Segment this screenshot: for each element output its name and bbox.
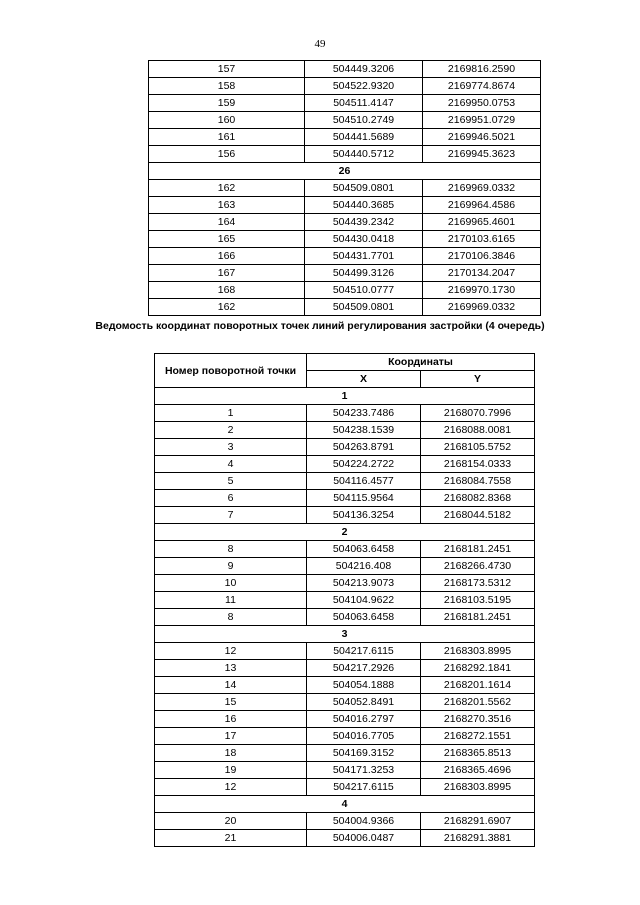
- point-number-cell: 164: [149, 214, 305, 231]
- point-number-cell: 162: [149, 180, 305, 197]
- y-coordinate-cell: 2170103.6165: [423, 231, 541, 248]
- table-body: [149, 61, 541, 316]
- point-number-cell: 6: [155, 490, 307, 507]
- x-coordinate-cell: 504224.2722: [307, 456, 421, 473]
- point-number-cell: 162: [149, 299, 305, 316]
- y-coordinate-cell: 2168291.3881: [421, 830, 535, 847]
- x-coordinate-cell: 504440.5712: [305, 146, 423, 163]
- x-coordinate-cell: 504510.2749: [305, 112, 423, 129]
- point-number-cell: 167: [149, 265, 305, 282]
- x-coordinate-cell: 504216.408: [307, 558, 421, 575]
- table-row: [155, 473, 535, 490]
- point-number-cell: 163: [149, 197, 305, 214]
- section-title: Ведомость координат поворотных точек линий регулирования застройки (4 очередь): [95, 320, 545, 332]
- y-coordinate-cell: 2169969.0332: [423, 180, 541, 197]
- table-row: [149, 180, 541, 197]
- y-coordinate-cell: 2170134.2047: [423, 265, 541, 282]
- table-row: [155, 422, 535, 439]
- table-row: [155, 745, 535, 762]
- table-row: [149, 61, 541, 78]
- y-coordinate-cell: 2168105.5752: [421, 439, 535, 456]
- table-row: [155, 490, 535, 507]
- point-number-cell: 8: [155, 609, 307, 626]
- x-coordinate-cell: 504509.0801: [305, 180, 423, 197]
- page-number: 49: [314, 38, 326, 50]
- y-coordinate-cell: 2168266.4730: [421, 558, 535, 575]
- y-coordinate-cell: 2168103.5195: [421, 592, 535, 609]
- x-coordinate-cell: 504063.6458: [307, 609, 421, 626]
- point-number-cell: 19: [155, 762, 307, 779]
- point-number-cell: 156: [149, 146, 305, 163]
- y-coordinate-cell: 2169774.8674: [423, 78, 541, 95]
- y-coordinate-cell: 2168181.2451: [421, 609, 535, 626]
- x-coordinate-cell: 504511.4147: [305, 95, 423, 112]
- group-label: 4: [155, 796, 535, 813]
- table-row: [149, 197, 541, 214]
- table-row: [155, 762, 535, 779]
- group-row: [149, 163, 541, 180]
- point-number-cell: 11: [155, 592, 307, 609]
- point-number-cell: 21: [155, 830, 307, 847]
- table-row: [155, 456, 535, 473]
- y-coordinate-cell: 2168082.8368: [421, 490, 535, 507]
- coordinates-table-continued: [148, 60, 541, 316]
- point-number-cell: 20: [155, 813, 307, 830]
- group-label: 3: [155, 626, 535, 643]
- x-coordinate-cell: 504431.7701: [305, 248, 423, 265]
- point-number-cell: 168: [149, 282, 305, 299]
- group-row: [155, 388, 535, 405]
- y-coordinate-cell: 2168044.5182: [421, 507, 535, 524]
- x-coordinate-cell: 504217.6115: [307, 779, 421, 796]
- header-y: Y: [421, 371, 535, 388]
- y-coordinate-cell: 2168154.0333: [421, 456, 535, 473]
- point-number-cell: 17: [155, 728, 307, 745]
- x-coordinate-cell: 504016.2797: [307, 711, 421, 728]
- x-coordinate-cell: 504430.0418: [305, 231, 423, 248]
- group-row: [155, 796, 535, 813]
- point-number-cell: 2: [155, 422, 307, 439]
- group-row: [155, 626, 535, 643]
- table-row: [155, 728, 535, 745]
- y-coordinate-cell: 2170106.3846: [423, 248, 541, 265]
- point-number-cell: 5: [155, 473, 307, 490]
- point-number-cell: 16: [155, 711, 307, 728]
- x-coordinate-cell: 504004.9366: [307, 813, 421, 830]
- table-row: [149, 265, 541, 282]
- table-row: [155, 507, 535, 524]
- table-row: [155, 405, 535, 422]
- y-coordinate-cell: 2169945.3623: [423, 146, 541, 163]
- point-number-cell: 157: [149, 61, 305, 78]
- y-coordinate-cell: 2169946.5021: [423, 129, 541, 146]
- table-row: [155, 830, 535, 847]
- x-coordinate-cell: 504510.0777: [305, 282, 423, 299]
- x-coordinate-cell: 504169.3152: [307, 745, 421, 762]
- x-coordinate-cell: 504499.3126: [305, 265, 423, 282]
- x-coordinate-cell: 504136.3254: [307, 507, 421, 524]
- y-coordinate-cell: 2168201.1614: [421, 677, 535, 694]
- x-coordinate-cell: 504263.8791: [307, 439, 421, 456]
- table-row: [155, 541, 535, 558]
- point-number-cell: 4: [155, 456, 307, 473]
- table-row: [155, 558, 535, 575]
- group-row: [155, 524, 535, 541]
- table-row: [149, 146, 541, 163]
- y-coordinate-cell: 2168088.0081: [421, 422, 535, 439]
- table-body: [155, 388, 535, 847]
- x-coordinate-cell: 504238.1539: [307, 422, 421, 439]
- y-coordinate-cell: 2169969.0332: [423, 299, 541, 316]
- x-coordinate-cell: 504449.3206: [305, 61, 423, 78]
- x-coordinate-cell: 504439.2342: [305, 214, 423, 231]
- y-coordinate-cell: 2168084.7558: [421, 473, 535, 490]
- header-row: [155, 354, 535, 371]
- table-row: [149, 112, 541, 129]
- table-row: [149, 214, 541, 231]
- point-number-cell: 7: [155, 507, 307, 524]
- y-coordinate-cell: 2168181.2451: [421, 541, 535, 558]
- point-number-cell: 161: [149, 129, 305, 146]
- y-coordinate-cell: 2168201.5562: [421, 694, 535, 711]
- table-row: [155, 660, 535, 677]
- x-coordinate-cell: 504054.1888: [307, 677, 421, 694]
- y-coordinate-cell: 2168365.4696: [421, 762, 535, 779]
- point-number-cell: 12: [155, 779, 307, 796]
- table-row: [155, 575, 535, 592]
- y-coordinate-cell: 2169816.2590: [423, 61, 541, 78]
- x-coordinate-cell: 504213.9073: [307, 575, 421, 592]
- x-coordinate-cell: 504509.0801: [305, 299, 423, 316]
- table-row: [155, 439, 535, 456]
- table-row: [155, 643, 535, 660]
- table-row: [149, 129, 541, 146]
- table-row: [155, 694, 535, 711]
- x-coordinate-cell: 504116.4577: [307, 473, 421, 490]
- x-coordinate-cell: 504440.3685: [305, 197, 423, 214]
- table-row: [149, 95, 541, 112]
- point-number-cell: 159: [149, 95, 305, 112]
- table-row: [155, 609, 535, 626]
- point-number-cell: 13: [155, 660, 307, 677]
- group-label: 26: [149, 163, 541, 180]
- point-number-cell: 166: [149, 248, 305, 265]
- point-number-cell: 14: [155, 677, 307, 694]
- point-number-cell: 158: [149, 78, 305, 95]
- y-coordinate-cell: 2168070.7996: [421, 405, 535, 422]
- x-coordinate-cell: 504063.6458: [307, 541, 421, 558]
- y-coordinate-cell: 2168291.6907: [421, 813, 535, 830]
- header-point-number: Номер поворотной точки: [155, 354, 307, 388]
- y-coordinate-cell: 2168303.8995: [421, 779, 535, 796]
- point-number-cell: 1: [155, 405, 307, 422]
- point-number-cell: 10: [155, 575, 307, 592]
- x-coordinate-cell: 504104.9622: [307, 592, 421, 609]
- table-row: [155, 592, 535, 609]
- x-coordinate-cell: 504233.7486: [307, 405, 421, 422]
- y-coordinate-cell: 2169964.4586: [423, 197, 541, 214]
- x-coordinate-cell: 504115.9564: [307, 490, 421, 507]
- group-label: 2: [155, 524, 535, 541]
- coordinates-table-stage-4: [154, 353, 535, 847]
- x-coordinate-cell: 504217.2926: [307, 660, 421, 677]
- y-coordinate-cell: 2168303.8995: [421, 643, 535, 660]
- table-row: [149, 299, 541, 316]
- x-coordinate-cell: 504016.7705: [307, 728, 421, 745]
- point-number-cell: 160: [149, 112, 305, 129]
- group-label: 1: [155, 388, 535, 405]
- x-coordinate-cell: 504006.0487: [307, 830, 421, 847]
- x-coordinate-cell: 504217.6115: [307, 643, 421, 660]
- table-row: [149, 282, 541, 299]
- y-coordinate-cell: 2168272.1551: [421, 728, 535, 745]
- point-number-cell: 8: [155, 541, 307, 558]
- y-coordinate-cell: 2168173.5312: [421, 575, 535, 592]
- x-coordinate-cell: 504522.9320: [305, 78, 423, 95]
- table-row: [155, 779, 535, 796]
- table-row: [155, 813, 535, 830]
- y-coordinate-cell: 2168270.3516: [421, 711, 535, 728]
- x-coordinate-cell: 504171.3253: [307, 762, 421, 779]
- point-number-cell: 165: [149, 231, 305, 248]
- point-number-cell: 9: [155, 558, 307, 575]
- header-x: X: [307, 371, 421, 388]
- point-number-cell: 18: [155, 745, 307, 762]
- y-coordinate-cell: 2168365.8513: [421, 745, 535, 762]
- point-number-cell: 3: [155, 439, 307, 456]
- y-coordinate-cell: 2169950.0753: [423, 95, 541, 112]
- y-coordinate-cell: 2169970.1730: [423, 282, 541, 299]
- table-row: [149, 248, 541, 265]
- y-coordinate-cell: 2168292.1841: [421, 660, 535, 677]
- point-number-cell: 12: [155, 643, 307, 660]
- table-row: [149, 231, 541, 248]
- table-row: [149, 78, 541, 95]
- x-coordinate-cell: 504052.8491: [307, 694, 421, 711]
- header-coordinates: Координаты: [307, 354, 535, 371]
- table-row: [155, 711, 535, 728]
- point-number-cell: 15: [155, 694, 307, 711]
- table-header: [155, 354, 535, 388]
- x-coordinate-cell: 504441.5689: [305, 129, 423, 146]
- y-coordinate-cell: 2169951.0729: [423, 112, 541, 129]
- y-coordinate-cell: 2169965.4601: [423, 214, 541, 231]
- table-row: [155, 677, 535, 694]
